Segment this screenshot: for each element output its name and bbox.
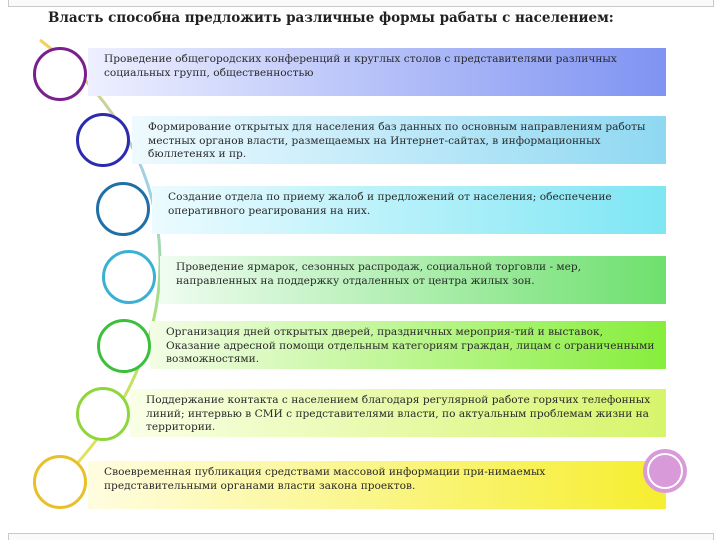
step-band-5 — [150, 321, 666, 369]
step-marker-7 — [33, 455, 87, 509]
step-marker-6 — [76, 387, 130, 441]
step-band-4 — [160, 256, 666, 304]
step-text-7: Своевременная публикация средствами массовой информации при-нимаемых представительными органами власти закона проектов. — [104, 466, 546, 492]
step-band-1 — [88, 48, 666, 96]
step-marker-5 — [97, 319, 151, 373]
step-band-3 — [152, 186, 666, 234]
step-text-6: Поддержание контакта с населением благодаря регулярной работе горячих телефонных линий; интервью в СМИ с представителями власти, по актуальным проблемам жизни на территории. — [146, 394, 651, 434]
step-marker-4 — [102, 250, 156, 304]
slide-frame-bottom — [8, 533, 714, 540]
step-marker-3 — [96, 182, 150, 236]
step-text-5: Организация дней открытых дверей, праздничных мероприя-тий и выставок, Оказание адресной помощи отдельным категориям граждан, лицам с ограниченными возможностями. — [166, 326, 655, 366]
step-text-2: Формирование открытых для населения баз данных по основным направлениям работы местных органов власти, размещаемых на Интернет-сайтах, в информационных бюллетенях и пр. — [148, 121, 646, 161]
slide-title: Власть способна предложить различные формы рабаты с населением: — [48, 10, 614, 26]
step-band-2 — [132, 116, 666, 164]
step-band-7 — [88, 461, 666, 509]
step-band-6 — [130, 389, 666, 437]
step-marker-1 — [33, 47, 87, 101]
slide-frame-top — [8, 0, 714, 7]
decorative-ring — [647, 453, 683, 489]
step-text-3: Создание отдела по приему жалоб и предложений от населения; обеспечение оперативного реагирования на них. — [168, 191, 612, 217]
step-marker-2 — [76, 113, 130, 167]
step-text-1: Проведение общегородских конференций и круглых столов с представителями различных социальных групп, общественностью — [104, 53, 617, 79]
step-text-4: Проведение ярмарок, сезонных распродаж, социальной торговли - мер, направленных на поддержку отдаленных от центра жилых зон. — [176, 261, 582, 287]
